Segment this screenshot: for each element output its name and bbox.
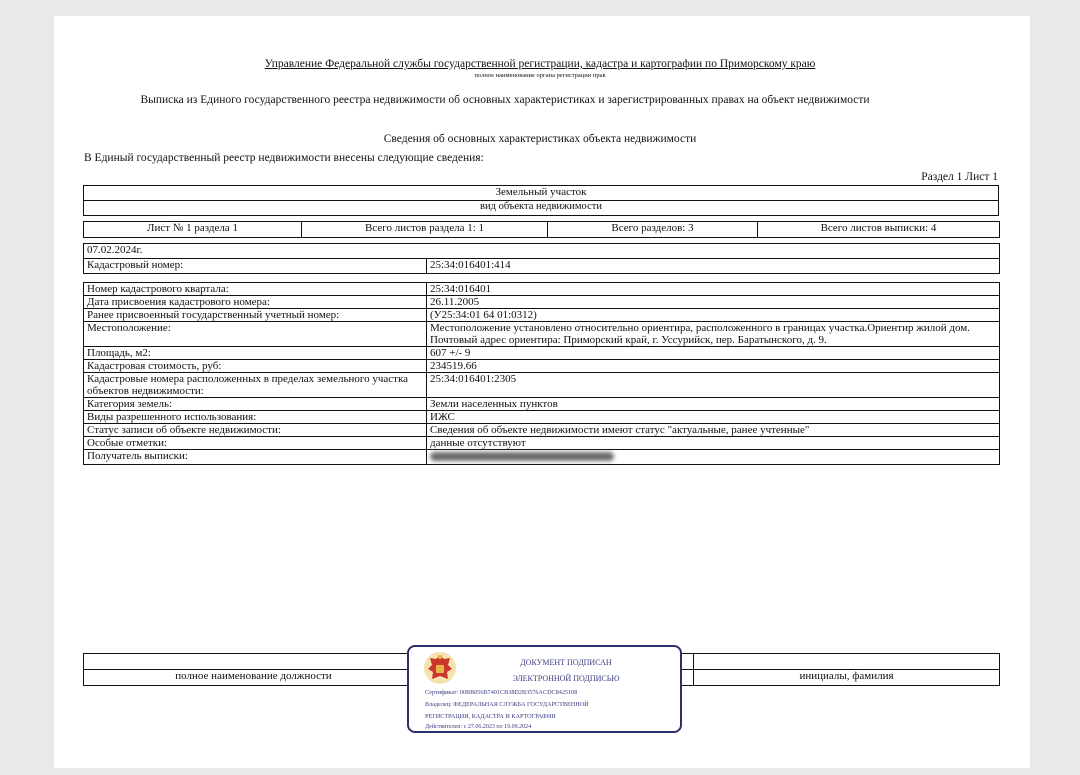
table-row [84, 296, 1000, 309]
name-cell [694, 654, 1000, 670]
row-label: Ранее присвоенный государственный учетный номер: [84, 309, 427, 322]
object-type: Земельный участок [84, 186, 999, 201]
recipient-value [427, 450, 1000, 465]
row-label: Категория земель: [84, 398, 427, 411]
table-row [84, 322, 1000, 347]
cadastral-number-label: Кадастровый номер: [84, 259, 427, 274]
stamp-title-line1: ДОКУМЕНТ ПОДПИСАН [520, 658, 612, 667]
characteristics-table [83, 282, 1000, 465]
intro-text: В Единый государственный реестр недвижимости внесены следующие сведения: [84, 152, 484, 164]
row-value: ИЖС [427, 411, 1000, 424]
row-value: данные отсутствуют [427, 437, 1000, 450]
position-caption: полное наименование должности [84, 670, 424, 686]
stamp-validity: Действителен: с 27.06.2023 по 19.09.2024 [425, 724, 532, 730]
table-row [84, 309, 1000, 322]
stamp-owner-line2: РЕГИСТРАЦИИ, КАДАСТРА И КАРТОГРАФИИ [425, 713, 556, 720]
row-label: Получатель выписки: [84, 450, 427, 465]
total-sections: Всего разделов: 3 [548, 222, 758, 238]
table-row [84, 411, 1000, 424]
object-type-table [83, 185, 999, 216]
row-value: (У25:34:01 64 01:0312) [427, 309, 1000, 322]
date-table [83, 243, 1000, 274]
table-row [84, 398, 1000, 411]
total-section-sheets: Всего листов раздела 1: 1 [302, 222, 548, 238]
row-value: Сведения об объекте недвижимости имеют статус "актуальные, ранее учтенные" [427, 424, 1000, 437]
table-row [84, 347, 1000, 360]
row-value: Местоположение установлено относительно ориентира, расположенного в границах участка.Ориентир жилой дом. Почтовый адрес ориентира: Приморский край, г. Уссурийск, пер. Баратынского, д. 9. [427, 322, 1000, 347]
table-row [84, 373, 1000, 398]
row-label: Местоположение: [84, 322, 427, 347]
row-label: Кадастровые номера расположенных в пределах земельного участка объектов недвижимости: [84, 373, 427, 398]
total-excerpt-sheets: Всего листов выписки: 4 [758, 222, 1000, 238]
row-label: Статус записи об объекте недвижимости: [84, 424, 427, 437]
stamp-certificate: Сертификат: 00BB056B7401CB38D2B3576ACDC8425108 [425, 689, 578, 696]
stamp-owner-line1: Владелец: ФЕДЕРАЛЬНАЯ СЛУЖБА ГОСУДАРСТВЕННОЙ [425, 701, 589, 708]
object-type-caption: вид объекта недвижимости [84, 201, 999, 216]
row-label: Дата присвоения кадастрового номера: [84, 296, 427, 309]
sheets-table [83, 221, 1000, 238]
row-label: Номер кадастрового квартала: [84, 283, 427, 296]
row-value: Земли населенных пунктов [427, 398, 1000, 411]
row-label: Особые отметки: [84, 437, 427, 450]
row-value: 607 +/- 9 [427, 347, 1000, 360]
excerpt-title: Выписка из Единого государственного реестра недвижимости об основных характеристиках и зарегистрированных правах на объект недвижимости [140, 94, 870, 106]
organization-caption: полное наименование органа регистрации прав [474, 72, 606, 79]
coat-of-arms-icon [423, 651, 457, 685]
section-reference: Раздел 1 Лист 1 [921, 171, 998, 183]
electronic-signature-stamp [407, 645, 682, 733]
position-cell [84, 654, 424, 670]
table-row [84, 450, 1000, 465]
excerpt-date: 07.02.2024г. [84, 244, 1000, 259]
table-row [84, 424, 1000, 437]
row-label: Площадь, м2: [84, 347, 427, 360]
row-value: 26.11.2005 [427, 296, 1000, 309]
row-value: 25:34:016401 [427, 283, 1000, 296]
row-label: Кадастровая стоимость, руб: [84, 360, 427, 373]
row-label: Виды разрешенного использования: [84, 411, 427, 424]
row-value: 234519.66 [427, 360, 1000, 373]
cadastral-number-value: 25:34:016401:414 [427, 259, 1000, 274]
table-row [84, 283, 1000, 296]
row-value: 25:34:016401:2305 [427, 373, 1000, 398]
table-row [84, 360, 1000, 373]
redacted-recipient [430, 452, 614, 461]
name-caption: инициалы, фамилия [694, 670, 1000, 686]
sheet-number: Лист № 1 раздела 1 [84, 222, 302, 238]
table-row [84, 437, 1000, 450]
organization-name: Управление Федеральной службы государственной регистрации, кадастра и картографии по Приморскому краю [264, 58, 816, 70]
stamp-title-line2: ЭЛЕКТРОННОЙ ПОДПИСЬЮ [512, 674, 620, 683]
section-title: Сведения об основных характеристиках объекта недвижимости [383, 133, 697, 145]
